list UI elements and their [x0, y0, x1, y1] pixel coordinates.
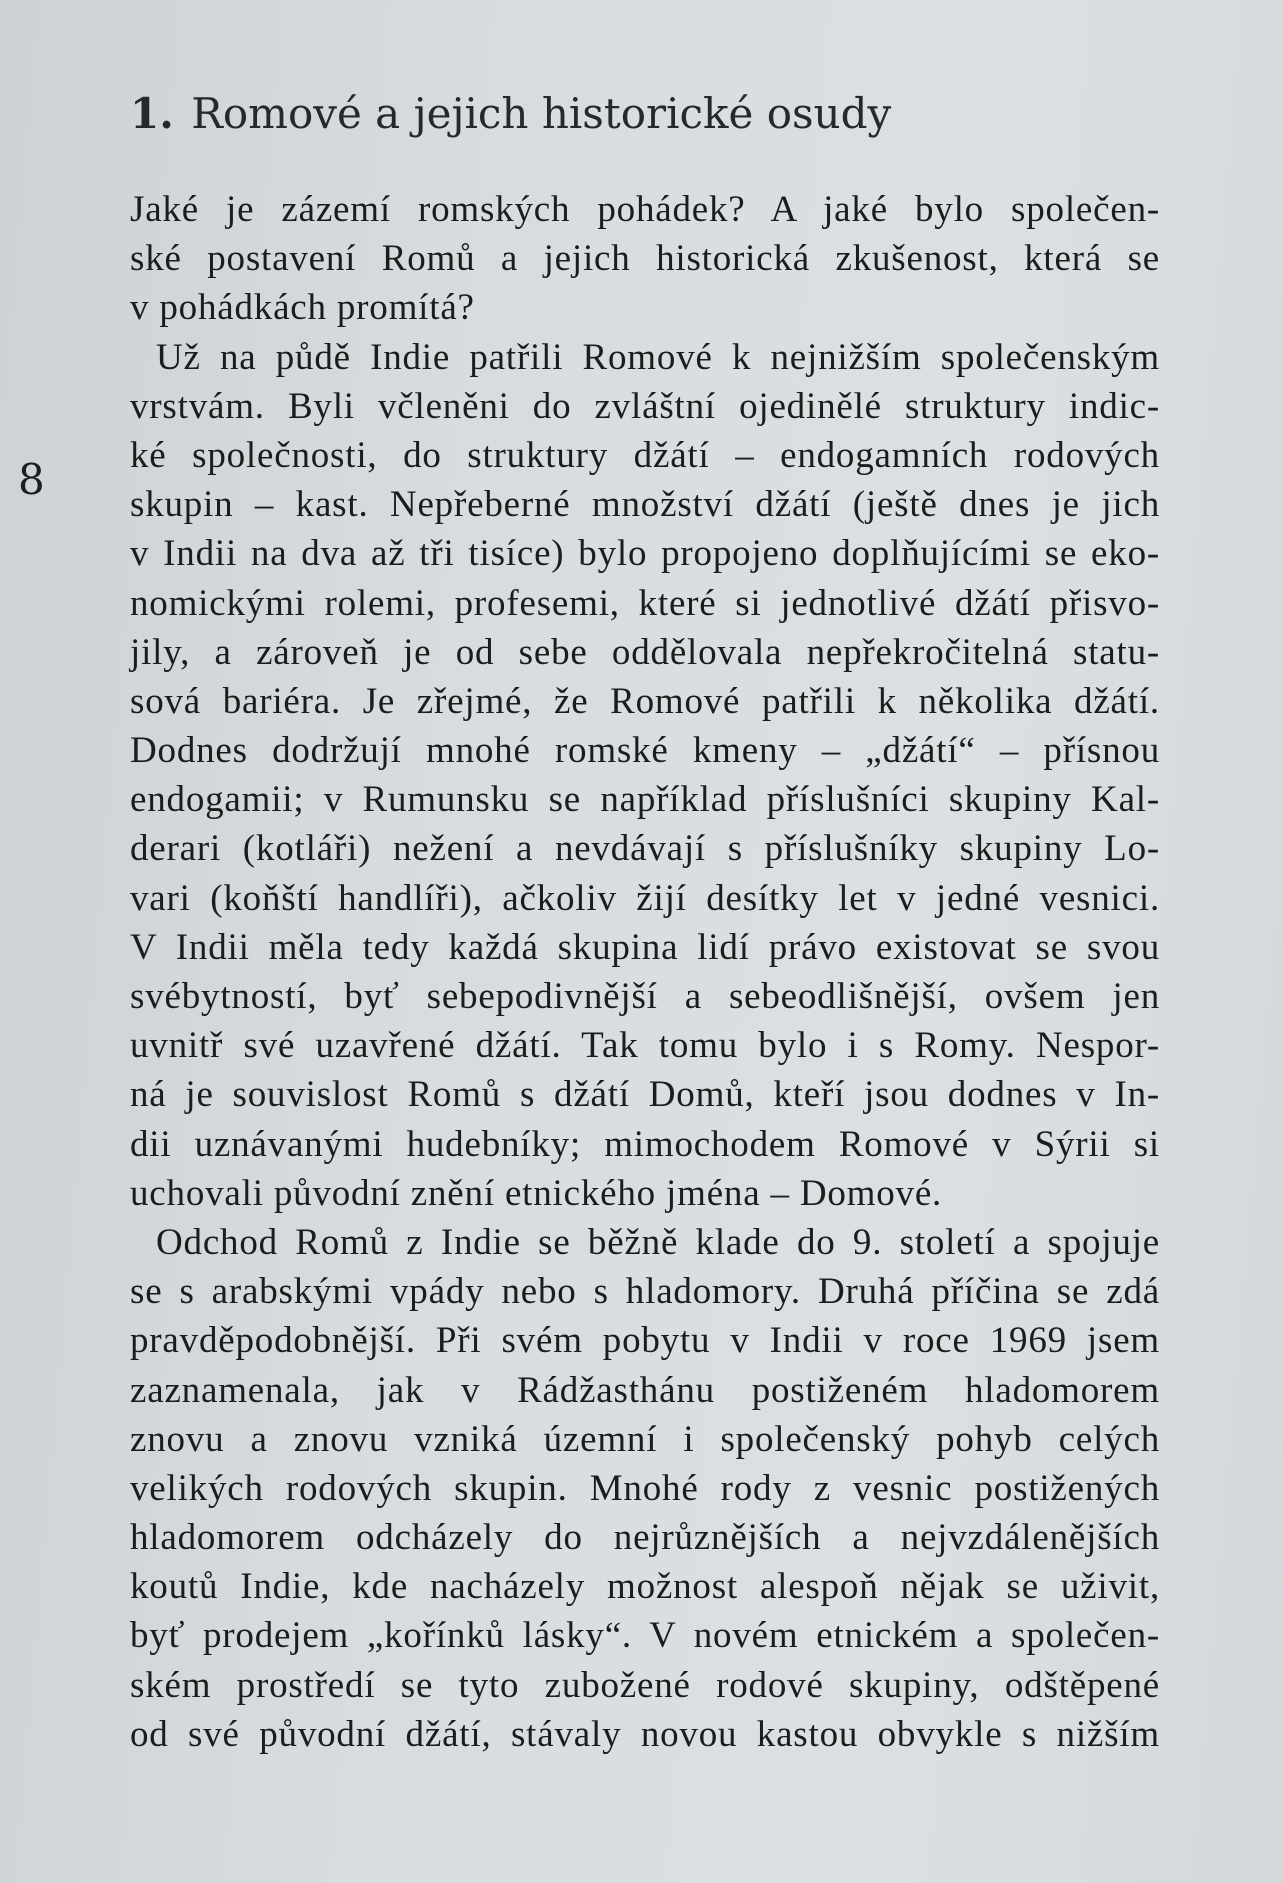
- text-line: endogamii; v Rumunsku se například příslušníci skupiny Kal-: [130, 779, 1160, 821]
- text-line: skupin – kast. Nepřeberné množství džátí (ještě dnes je jich: [130, 484, 1160, 526]
- text-line: sová bariéra. Je zřejmé, že Romové patřili k několika džátí.: [130, 680, 1160, 722]
- chapter-number: 1.: [130, 89, 174, 138]
- text-line: Odchod Romů z Indie se běžně klade do 9. století a spojuje: [156, 1221, 1160, 1263]
- text-line: Už na půdě Indie patřili Romové k nejnižším společenským: [156, 336, 1160, 378]
- text-line: zaznamenala, jak v Rádžasthánu postiženém hladomorem: [130, 1369, 1160, 1411]
- text-line: velikých rodových skupin. Mnohé rody z vesnic postižených: [130, 1467, 1160, 1509]
- text-line: V Indii měla tedy každá skupina lidí právo existovat se svou: [130, 926, 1160, 968]
- text-line: nomickými rolemi, profesemi, které si jednotlivé džátí přisvo-: [130, 582, 1160, 624]
- text-line: ná je souvislost Romů s džátí Domů, kteří jsou dodnes v In-: [130, 1074, 1160, 1116]
- text-line: v pohádkách promítá?: [130, 287, 475, 329]
- text-line: se s arabskými vpády nebo s hladomory. Druhá příčina se zdá: [130, 1271, 1160, 1313]
- text-line: od své původní džátí, stávaly novou kastou obvykle s nižším: [130, 1713, 1160, 1755]
- text-line: ké společnosti, do struktury džátí – endogamních rodových: [130, 434, 1160, 476]
- chapter-heading: [130, 86, 891, 142]
- text-line: ském prostředí se tyto zubožené rodové skupiny, odštěpené: [130, 1664, 1160, 1706]
- text-line: byť prodejem „kořínků lásky“. V novém etnickém a společen-: [130, 1615, 1160, 1657]
- text-line: dii uznávanými hudebníky; mimochodem Romové v Sýrii si: [130, 1123, 1160, 1165]
- chapter-title: Romové a jejich historické osudy: [191, 89, 892, 138]
- text-line: v Indii na dva až tři tisíce) bylo propojeno doplňujícími se eko-: [130, 533, 1160, 575]
- page-number: 8: [18, 455, 45, 504]
- text-line: koutů Indie, kde nacházely možnost alespoň nějak se uživit,: [130, 1566, 1160, 1608]
- text-line: derari (kotláři) nežení a nevdávají s příslušníky skupiny Lo-: [130, 828, 1160, 870]
- text-line: vrstvám. Byli včleněni do zvláštní ojedinělé struktury indic-: [130, 385, 1160, 427]
- text-line: hladomorem odcházely do nejrůznějších a nejvzdálenějších: [130, 1517, 1160, 1559]
- text-line: Dodnes dodržují mnohé romské kmeny – „džátí“ – přísnou: [130, 730, 1160, 772]
- text-line: jily, a zároveň je od sebe oddělovala nepřekročitelná statu-: [130, 631, 1160, 673]
- text-line: ské postavení Romů a jejich historická zkušenost, která se: [130, 238, 1160, 280]
- body-text: [130, 185, 1160, 1759]
- text-line: Jaké je zázemí romských pohádek? A jaké bylo společen-: [130, 189, 1160, 230]
- text-line: vari (koňští handlíři), ačkoliv žijí desítky let v jedné vesnici.: [130, 877, 1160, 919]
- text-line: uvnitř své uzavřené džátí. Tak tomu bylo i s Romy. Nespor-: [130, 1025, 1160, 1067]
- text-line: pravděpodobnější. Při svém pobytu v Indii v roce 1969 jsem: [130, 1320, 1160, 1362]
- text-line: uchovali původní znění etnického jména – Domové.: [130, 1172, 943, 1214]
- text-line: znovu a znovu vzniká územní i společenský pohyb celých: [130, 1418, 1160, 1460]
- text-line: svébytností, byť sebepodivnější a sebeodlišnější, ovšem jen: [130, 976, 1160, 1017]
